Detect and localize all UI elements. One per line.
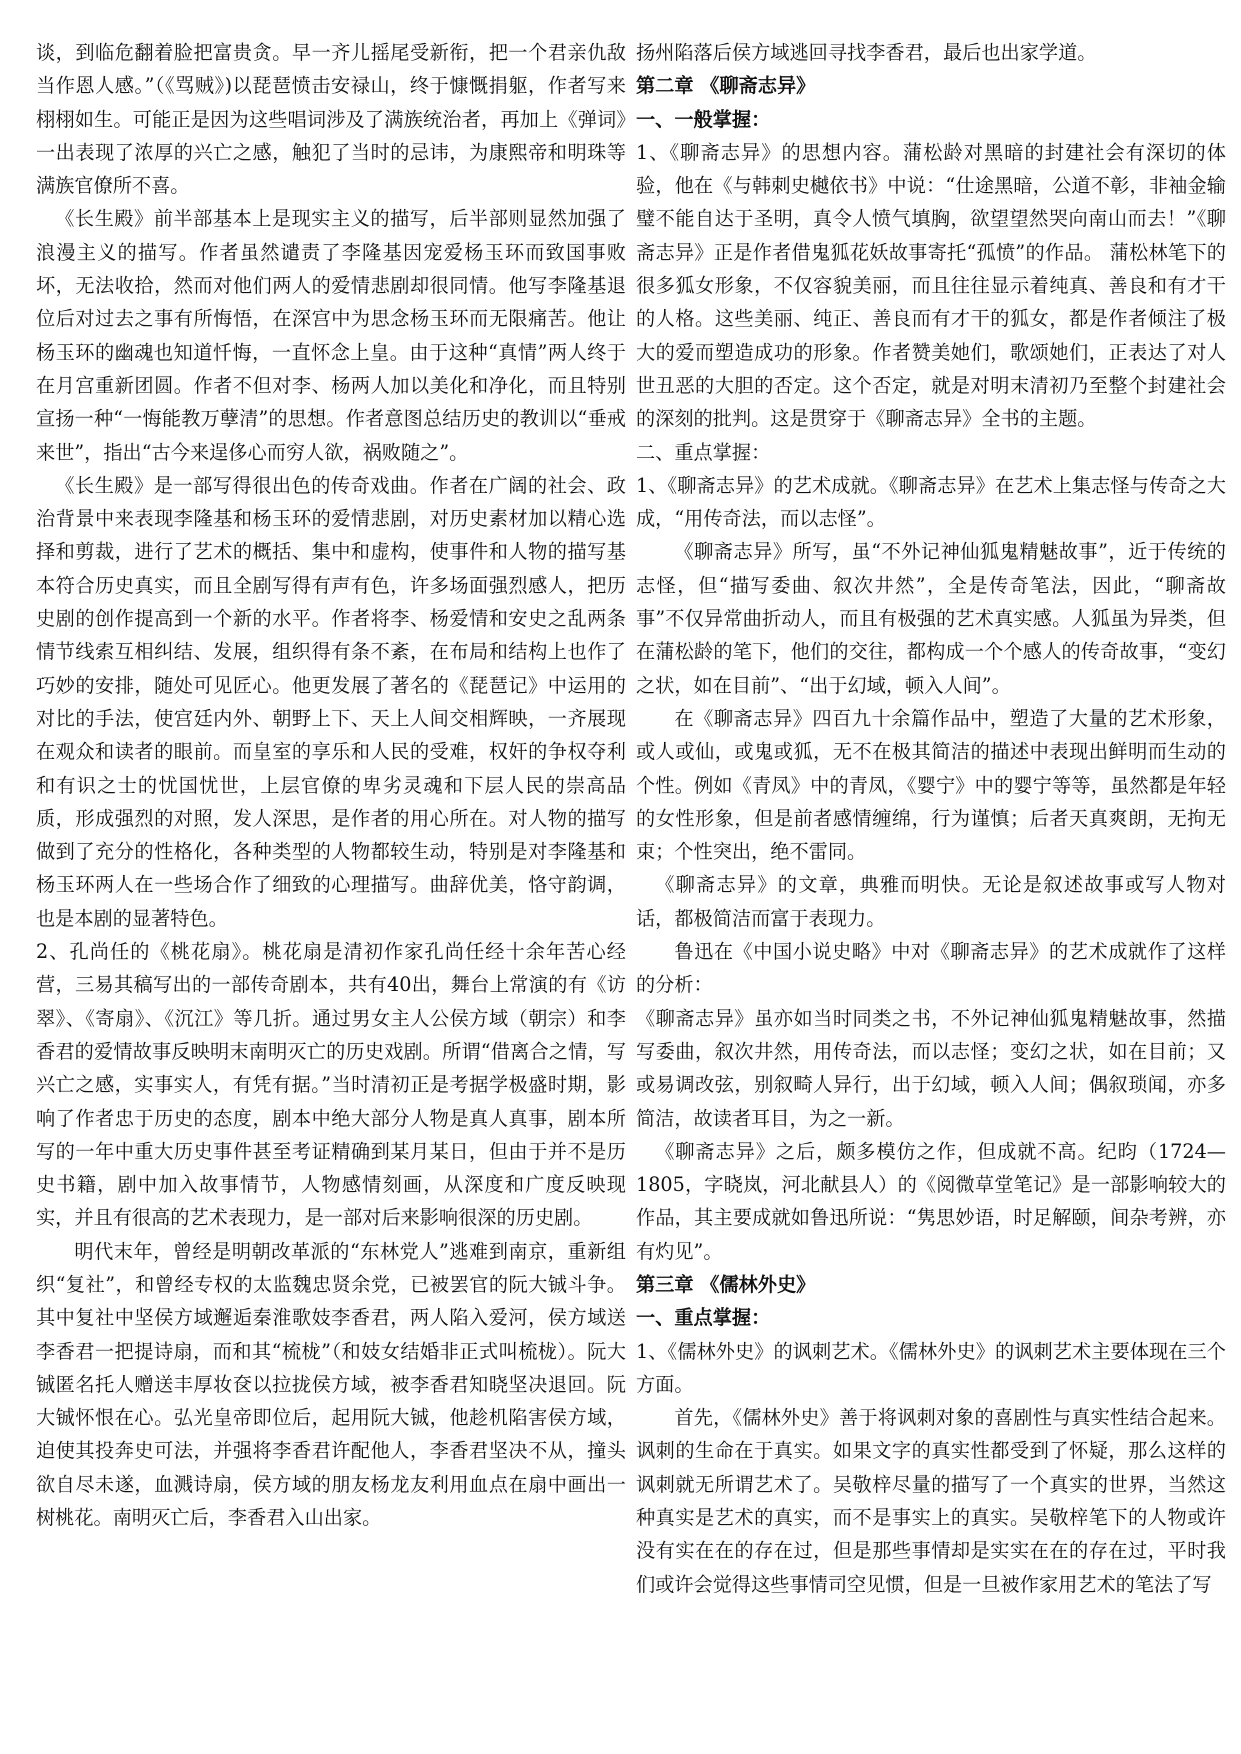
paragraph: 鲁迅在《中国小说史略》中对《聊斋志异》的艺术成就作了这样的分析： — [636, 940, 1226, 997]
chapter-heading: 第二章 《聊斋志异》 — [636, 74, 816, 98]
paragraph: 2、孔尚任的《桃花扇》。桃花扇是清初作家孔尚任经十余年苦心经营，三易其稿写出的一部传奇剧本，共有40出，舞台上常演的有《访翠》、《寄扇》、《沉江》等几折。通过男女主人公侯方域（朝宗）和李香君的爱情故事反映明末南明灭亡的历史戏剧。所谓“借离合之情，写兴亡之感，实事实人，有凭有据。”当时清初正是考据学极盛时期，影响了作者忠于历史的态度，剧本中绝大部分人物是真人真事，剧本所写的一年中重大历史事件甚至考证精确到某月某日，但由于并不是历史书籍，剧中加入故事情节，人物感情刻画，从深度和广度反映现实，并且有很高的艺术表现力，是一部对后来影响很深的历史剧。 — [36, 940, 626, 1230]
section-heading: 二、重点掌握： — [636, 440, 771, 464]
paragraph: 1、《聊斋志异》的思想内容。蒲松龄对黑暗的封建社会有深切的体验，他在《与韩刺史樾依书》中说：“仕途黑暗，公道不彰，非袖金输璧不能自达于圣明，真令人愤气填胸，欲望望然哭向南山而去！”《聊斋志异》正是作者借鬼狐花妖故事寄托“孤愤”的作品。 蒲松林笔下的很多狐女形象，不仅容貌美丽，而且往往显示着纯真、善良和有才干的人格。这些美丽、纯正、善良而有才干的狐女，都是作者倾注了极大的爱而塑造成功的形象。作者赞美她们，歌颂她们，正表达了对人世丑恶的大胆的否定。这个否定，就是对明末清初乃至整个封建社会的深刻的批判。这是贯穿于《聊斋志异》全书的主题。 — [636, 140, 1226, 431]
paragraph: 谈，到临危翻着脸把富贵贪。早一齐儿摇尾受新衔，把一个君亲仇敌当作恩人感。”（《骂贼》)以琵琶愤击安禄山，终于慷慨捐躯，作者写来栩栩如生。可能正是因为这些唱词涉及了满族统治者，再加上《弹词》一出表现了浓厚的兴亡之感，触犯了当时的忌讳，为康熙帝和明珠等满族官僚所不喜。 — [36, 41, 626, 198]
chapter-heading: 第三章 《儒林外史》 — [636, 1272, 816, 1296]
paragraph: 《聊斋志异》的文章，典雅而明快。无论是叙述故事或写人物对话，都极简洁而富于表现力。 — [636, 873, 1226, 930]
section-heading: 一、重点掌握： — [636, 1306, 771, 1330]
paragraph: 1、《儒林外史》的讽刺艺术。《儒林外史》的讽刺艺术主要体现在三个方面。 — [636, 1339, 1226, 1396]
paragraph: 《聊斋志异》所写，虽“不外记神仙狐鬼精魅故事”，近于传统的志怪，但“描写委曲、叙次井然”，全是传奇笔法，因此，“聊斋故事”不仅异常曲折动人，而且有极强的艺术真实感。人狐虽为异类，但在蒲松龄的笔下，他们的交往，都构成一个个感人的传奇故事，“变幻之状，如在目前”、“出于幻域，顿入人间”。 — [636, 540, 1226, 697]
left-column — [36, 36, 626, 1534]
paragraph: 1、《聊斋志异》的艺术成就。《聊斋志异》在艺术上集志怪与传奇之大成，“用传奇法，而以志怪”。 — [636, 473, 1226, 531]
paragraph: 扬州陷落后侯方域逃回寻找李香君，最后也出家学道。 — [636, 41, 1097, 64]
quotation: 《聊斋志异》虽亦如当时同类之书，不外记神仙狐鬼精魅故事，然描写委曲，叙次井然，用传奇法，而以志怪；变幻之状，如在目前；又或易调改弦，别叙畸人异行，出于幻域，顿入人间；偶叙琐闻，亦多简洁，故读者耳目，为之一新。 — [636, 1006, 1226, 1130]
paragraph: 首先，《儒林外史》善于将讽刺对象的喜剧性与真实性结合起来。讽刺的生命在于真实。如果文字的真实性都受到了怀疑，那么这样的讽刺就无所谓艺术了。吴敬梓尽量的描写了一个真实的世界，当然这种真实是艺术的真实，而不是事实上的真实。吴敬梓笔下的人物或许没有实在在的存在过，但是那些事情却是实实在在的存在过，平时我们或许会觉得这些事情司空见惯，但是一旦被作家用艺术的笔法了写 — [636, 1406, 1226, 1596]
paragraph: 《长生殿》前半部基本上是现实主义的描写，后半部则显然加强了浪漫主义的描写。作者虽然谴责了李隆基因宠爱杨玉环而致国事败坏，无法收拾，然而对他们两人的爱情悲剧却很同情。他写李隆基退位后对过去之事有所悔悟，在深宫中为思念杨玉环而无限痛苦。他让杨玉环的幽魂也知道忏悔，一直怀念上皇。由于这种“真情”两人终于在月宫重新团圆。作者不但对李、杨两人加以美化和净化，而且特别宣扬一种“一悔能教万孽清”的思想。作者意图总结历史的教训以“垂戒来世”，指出“古今来逞侈心而穷人欲，祸败随之”。 — [36, 207, 626, 464]
paragraph: 《聊斋志异》之后，颇多模仿之作，但成就不高。纪昀（1724—1805，字晓岚，河北献县人）的《阅微草堂笔记》是一部影响较大的作品，其主要成就如鲁迅所说：“隽思妙语，时足解颐，间杂考辨，亦有灼见”。 — [636, 1139, 1226, 1263]
right-column — [636, 36, 1226, 1601]
paragraph: 在《聊斋志异》四百九十余篇作品中，塑造了大量的艺术形象，或人或仙，或鬼或狐，无不在极其简洁的描述中表现出鲜明而生动的个性。例如《青凤》中的青凤，《婴宁》中的婴宁等等，虽然都是年轻的女性形象，但是前者感情缠绵，行为谨慎；后者天真爽朗，无拘无束；个性突出，绝不雷同。 — [636, 706, 1226, 864]
paragraph: 明代末年，曾经是明朝改革派的“东林党人”逃难到南京，重新组织“复社”，和曾经专权的太监魏忠贤余党，已被罢官的阮大铖斗争。其中复社中坚侯方域邂逅秦淮歌妓李香君，两人陷入爱河，侯方域送李香君一把提诗扇，而和其“梳栊”（和妓女结婚非正式叫梳栊）。阮大铖匿名托人赠送丰厚妆奁以拉拢侯方域，被李香君知晓坚决退回。阮大铖怀恨在心。弘光皇帝即位后，起用阮大铖，他趁机陷害侯方域，迫使其投奔史可法，并强将李香君许配他人，李香君坚决不从，撞头欲自尽未遂，血溅诗扇，侯方域的朋友杨龙友利用血点在扇中画出一树桃花。南明灭亡后，李香君入山出家。 — [36, 1239, 626, 1530]
section-heading: 一、一般掌握： — [636, 107, 771, 131]
paragraph: 《长生殿》是一部写得很出色的传奇戏曲。作者在广阔的社会、政治背景中来表现李隆基和杨玉环的爱情悲剧，对历史素材加以精心选择和剪裁，进行了艺术的概括、集中和虚构，使事件和人物的描写基本符合历史真实，而且全剧写得有声有色，许多场面强烈感人，把历史剧的创作提高到一个新的水平。作者将李、杨爱情和安史之乱两条情节线索互相纠结、发展，组织得有条不紊，在布局和结构上也作了巧妙的安排，随处可见匠心。他更发展了著名的《琵琶记》中运用的对比的手法，使宫廷内外、朝野上下、天上人间交相辉映，一齐展现在观众和读者的眼前。而皇室的享乐和人民的受难，权奸的争权夺利和有识之士的忧国忧世，上层官僚的卑劣灵魂和下层人民的崇高品质，形成强烈的对照，发人深思，是作者的用心所在。对人物的描写做到了充分的性格化，各种类型的人物都较生动，特别是对李隆基和杨玉环两人在一些场合作了细致的心理描写。曲辞优美，恪守韵调，也是本剧的显著特色。 — [36, 473, 626, 930]
